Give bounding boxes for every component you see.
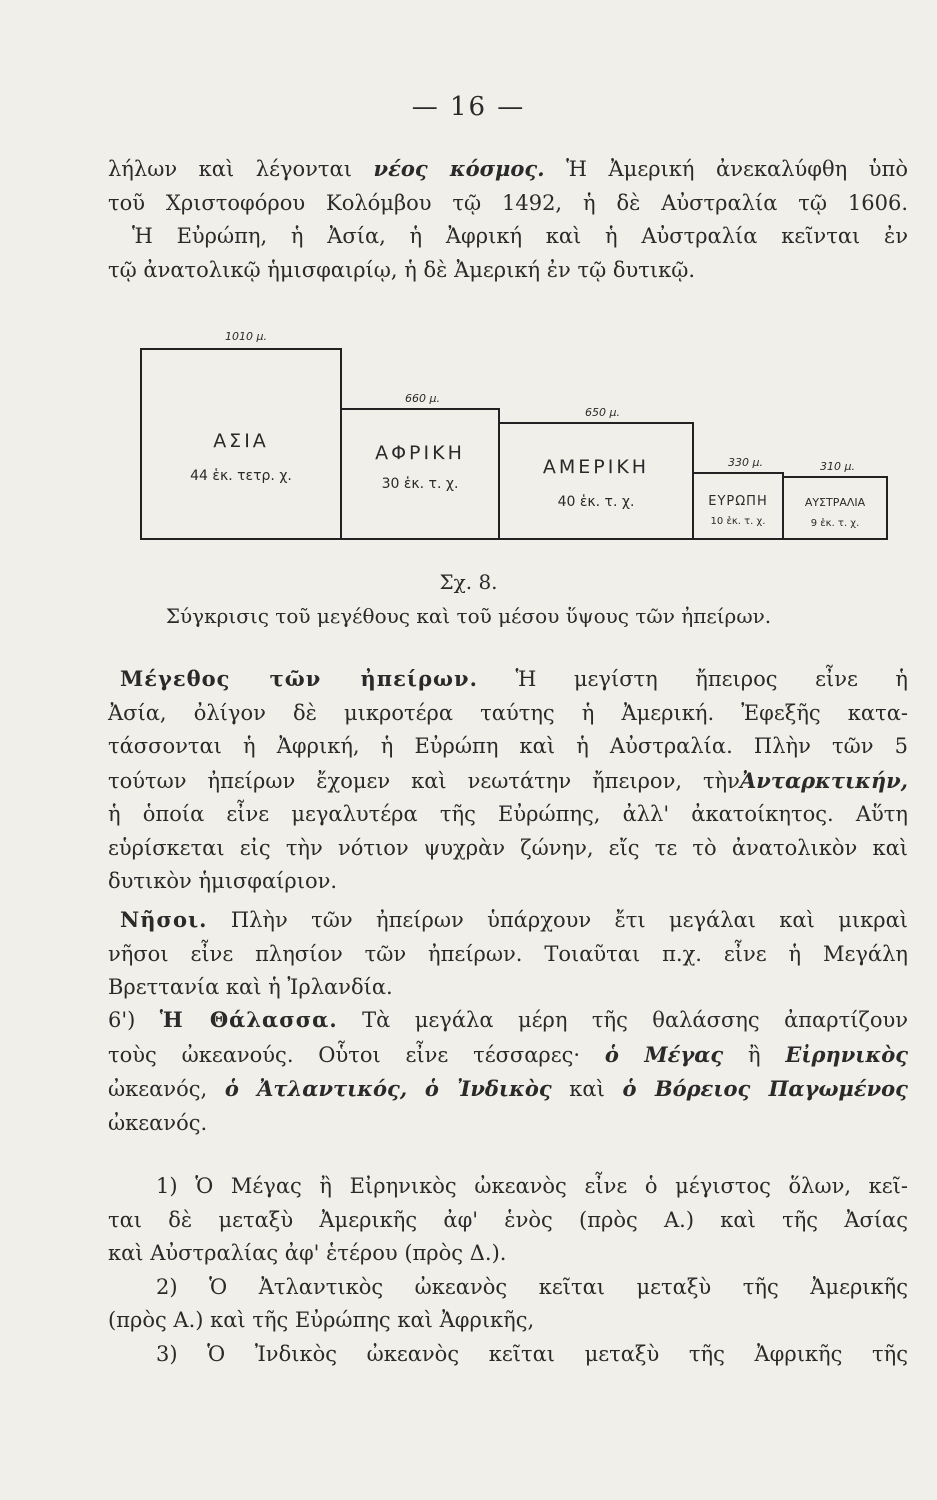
box-america <box>498 422 694 540</box>
continents-size-diagram <box>140 330 910 550</box>
box-asia <box>140 348 342 540</box>
box-sub: 10 ἑκ. τ. χ. <box>710 516 766 527</box>
text-line: 3) Ὁ Ἰνδικὸς ὠκεανὸς κεῖται μεταξὺ τῆς Ἀφρικῆς τῆς <box>156 1341 908 1366</box>
box-africa <box>340 408 500 540</box>
section-sea: 6') Ἡ Θάλασσα. Τὰ μεγάλα μέρη τῆς θαλάσσης ἀπαρτίζουν τοὺς ὠκεανούς. Οὗτοι εἶνε τέσσαρες· ὁ Μέγας ἢ Εἰρηνικὸς ὠκεανός, ὁ Ἀτλαντικός, ὁ Ἰνδικὸς καὶ ὁ Βόρειος Παγωμένος ὠκεανός. <box>108 1003 908 1140</box>
text-line: Ἡ Εὐρώπη, ἡ Ἀσία, ἡ Ἀφρική καὶ ἡ Αὐστραλία κεῖνται ἐν <box>132 224 908 248</box>
box-name: ΑΣΙΑ <box>213 430 269 452</box>
height-label: 330 μ. <box>728 456 763 469</box>
box-sub: 30 ἑκ. τ. χ. <box>381 476 459 492</box>
text-line: δυτικὸν ἡμισφαίριον. <box>108 869 338 893</box>
box-name: ΕΥΡΩΠΗ <box>708 494 768 509</box>
box-australia <box>782 476 888 540</box>
section-size: Μέγεθος τῶν ἠπείρων. Ἡ μεγίστη ἤπειρος εἶνε ἡ Ἀσία, ὀλίγον δὲ μικροτέρα ταύτης ἡ Ἀμερική. Ἐφεξῆς κατα- τάσσονται ἡ Ἀφρική, ἡ Εὐρώπη καὶ ἡ Αὐστραλία. Πλὴν τῶν 5 τούτων ἠπείρων ἔχομεν καὶ νεωτάτην ἤπειρον, τὴνἈνταρκτικήν, ἡ ὁποία εἶνε μεγαλυτέρα τῆς Εὐρώπης, ἀλλ' ἀκατοίκητος. Αὕτη εὑρίσκεται εἰς τὴν νότιον ψυχρὰν ζώνην, εἴς τε τὸ ἀνατολικὸν καὶ δυτικὸν ἡμισφαίριον. <box>108 662 908 899</box>
box-name: ΑΦΡΙΚΗ <box>375 442 465 464</box>
section-heading: Νῆσοι. <box>120 907 208 932</box>
section-heading: Μέγεθος τῶν ἠπείρων. <box>120 666 478 691</box>
section-heading: Ἡ Θάλασσα. <box>159 1007 338 1032</box>
height-label: 650 μ. <box>585 406 620 419</box>
box-sub: 40 ἑκ. τ. χ. <box>557 494 635 510</box>
height-label: 1010 μ. <box>225 330 267 343</box>
box-europe <box>692 472 784 540</box>
text-line: ται δὲ μεταξὺ Ἀμερικῆς ἀφ' ἑνὸς (πρὸς Α.) καὶ τῆς Ἀσίας <box>108 1207 908 1232</box>
text-line: τῷ ἀνατολικῷ ἡμισφαιρίῳ, ἡ δὲ Ἀμερική ἐν τῷ δυτικῷ. <box>108 257 696 282</box>
text-line: εὑρίσκεται εἰς τὴν νότιον ψυχρὰν ζώνην, εἴς τε τὸ ἀνατολικὸν καὶ <box>108 835 908 860</box>
text-line: τοῦ Χριστοφόρου Κολόμβου τῷ 1492, ἡ δὲ Αὐστραλία τῷ 1606. <box>108 190 908 215</box>
box-name: ΑΜΕΡΙΚΗ <box>542 456 650 478</box>
section-marker: 6') <box>108 1008 136 1032</box>
bold-term: νέος κόσμος. <box>373 156 545 181</box>
text-line: 1) Ὁ Μέγας ἢ Εἰρηνικὸς ὠκεανὸς εἶνε ὁ μέγιστος ὅλων, κεῖ- <box>156 1174 908 1198</box>
height-label: 660 μ. <box>405 392 440 405</box>
page-number: — 16 — <box>411 92 526 122</box>
figure-caption: Σύγκρισις τοῦ μεγέθους καὶ τοῦ μέσου ὕψους τῶν ἠπείρων. <box>165 604 772 628</box>
text-line: Ἡ Ἀμερική ἀνεκαλύφθη ὑπὸ <box>566 157 908 181</box>
box-sub: 44 ἑκ. τετρ. χ. <box>190 468 292 484</box>
text-line: καὶ Αὐστραλίας ἀφ' ἑτέρου (πρὸς Δ.). <box>108 1241 507 1265</box>
section-oceans <box>108 1170 908 1371</box>
bold-term: Ἀνταρκτικήν, <box>739 767 908 793</box>
section-islands: Νῆσοι. Πλὴν τῶν ἠπείρων ὑπάρχουν ἔτι μεγάλαι καὶ μικραὶ νῆσοι εἶνε πλησίον τῶν ἠπείρων. Τοιαῦται π.χ. εἶνε ἡ Μεγάλη Βρεττανία καὶ ἡ Ἰρλανδία. <box>108 903 908 1005</box>
text-line: νῆσοι εἶνε πλησίον τῶν ἠπείρων. Τοιαῦται π.χ. εἶνε ἡ Μεγάλη <box>108 941 908 966</box>
box-name: ΑΥΣΤΡΑΛΙΑ <box>804 496 866 509</box>
text-line: ἡ ὁποία εἶνε μεγαλυτέρα τῆς Εὐρώπης, ἀλλ' ἀκατοίκητος. Αὕτη <box>108 802 908 826</box>
text-line: 2) Ὁ Ἀτλαντικὸς ὠκεανὸς κεῖται μεταξὺ τῆς Ἀμερικῆς <box>156 1274 908 1299</box>
figure-label: Σχ. 8. <box>439 570 498 594</box>
text-line: (πρὸς Α.) καὶ τῆς Εὐρώπης καὶ Ἀφρικῆς, <box>108 1308 535 1332</box>
box-sub: 9 ἑκ. τ. χ. <box>810 518 860 529</box>
intro-paragraph <box>108 152 908 287</box>
text-line: λήλων καὶ λέγονται <box>108 157 352 181</box>
text-line: Ἀσία, ὀλίγον δὲ μικροτέρα ταύτης ἡ Ἀμερική. Ἐφεξῆς κατα- <box>108 700 908 725</box>
text-line: τάσσονται ἡ Ἀφρική, ἡ Εὐρώπη καὶ ἡ Αὐστραλία. Πλὴν τῶν 5 <box>108 734 908 758</box>
height-label: 310 μ. <box>820 460 855 473</box>
text-line: ὠκεανός. <box>108 1110 208 1135</box>
text-line: Βρεττανία καὶ ἡ Ἰρλανδία. <box>108 975 393 999</box>
